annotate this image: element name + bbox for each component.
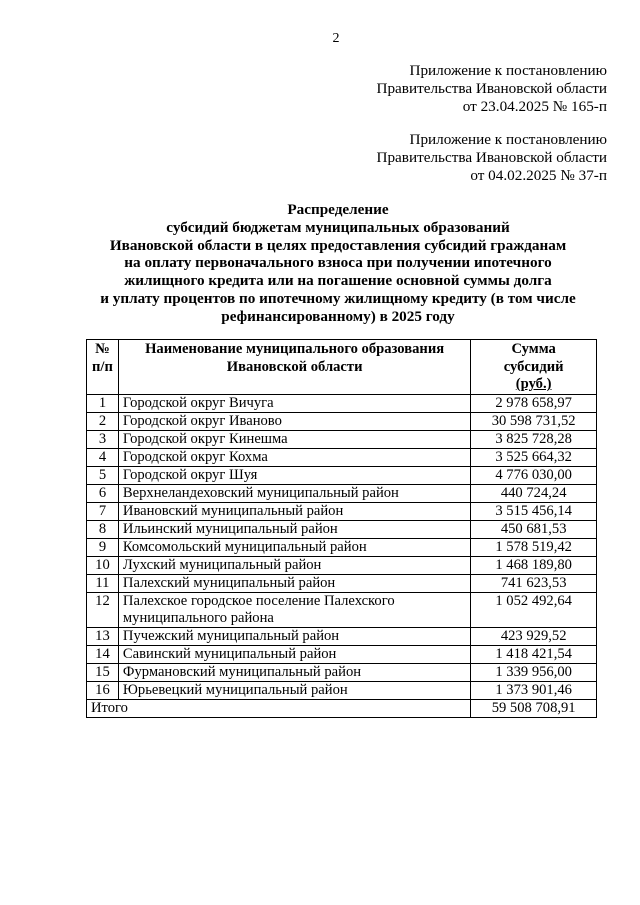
title-line: Распределение <box>287 201 389 218</box>
appendix-current-line-3: от 23.04.2025 № 165-п <box>462 98 607 115</box>
table-total-row <box>87 699 597 717</box>
header-municipality-name <box>118 340 470 395</box>
row-number: 4 <box>87 448 119 466</box>
appendix-original-line-1: Приложение к постановлению <box>409 131 607 148</box>
row-municipality-name: Ильинский муниципальный район <box>118 520 470 538</box>
title-line: на оплату первоначального взноса при получении ипотечного <box>124 254 552 272</box>
row-number: 6 <box>87 484 119 502</box>
total-sum: 59 508 708,91 <box>471 699 597 717</box>
appendix-original-line-3: от 04.02.2025 № 37-п <box>470 167 607 184</box>
table-row <box>87 430 597 448</box>
row-subsidy-sum: 3 515 456,14 <box>471 502 597 520</box>
row-number: 14 <box>87 645 119 663</box>
row-number: 8 <box>87 520 119 538</box>
row-number: 1 <box>87 394 119 412</box>
table-row <box>87 394 597 412</box>
row-subsidy-sum: 3 525 664,32 <box>471 448 597 466</box>
title-line: субсидий бюджетам муниципальных образований <box>166 218 510 236</box>
row-subsidy-sum: 440 724,24 <box>471 484 597 502</box>
row-municipality-name: Городской округ Шуя <box>118 466 470 484</box>
table-row <box>87 663 597 681</box>
document-title <box>70 201 606 326</box>
row-municipality-name: Фурмановский муниципальный район <box>118 663 470 681</box>
row-number: 7 <box>87 502 119 520</box>
header-number <box>87 340 119 395</box>
row-subsidy-sum: 1 418 421,54 <box>471 645 597 663</box>
table-row <box>87 681 597 699</box>
table-row <box>87 466 597 484</box>
table-row <box>87 574 597 592</box>
table-row <box>87 484 597 502</box>
row-subsidy-sum: 1 052 492,64 <box>471 592 597 627</box>
row-subsidy-sum: 1 468 189,80 <box>471 556 597 574</box>
row-municipality-name: Городской округ Иваново <box>118 412 470 430</box>
total-label: Итого <box>87 699 471 717</box>
header-subsidy-sum <box>471 340 597 395</box>
header-sum-line: (руб.) <box>515 376 552 392</box>
row-subsidy-sum: 3 825 728,28 <box>471 430 597 448</box>
row-municipality-name: Городской округ Кохма <box>118 448 470 466</box>
header-name-line: Наименование муниципального образования <box>145 341 445 357</box>
row-subsidy-sum: 1 339 956,00 <box>471 663 597 681</box>
row-subsidy-sum: 423 929,52 <box>471 627 597 645</box>
row-municipality-name: Городской округ Вичуга <box>118 394 470 412</box>
title-line: рефинансированному) в 2025 году <box>221 307 455 325</box>
row-municipality-name: Пучежский муниципальный район <box>118 627 470 645</box>
header-name-line: Ивановской области <box>226 358 363 375</box>
title-line: и уплату процентов по ипотечному жилищному кредиту (в том числе <box>100 289 576 307</box>
appendix-original-line-2: Правительства Ивановской области <box>376 149 607 166</box>
row-number: 13 <box>87 627 119 645</box>
header-sum-line: субсидий <box>503 358 564 375</box>
table-row <box>87 520 597 538</box>
row-number: 16 <box>87 681 119 699</box>
row-municipality-name-line: Палехское городское поселение Палехского <box>122 592 395 609</box>
row-subsidy-sum: 741 623,53 <box>471 574 597 592</box>
appendix-current-reference <box>377 62 608 116</box>
appendix-original-reference <box>377 131 608 185</box>
header-number-line: № <box>95 341 110 357</box>
row-number: 12 <box>87 592 119 627</box>
row-municipality-name: Палехский муниципальный район <box>118 574 470 592</box>
table-row <box>87 448 597 466</box>
table-row <box>87 556 597 574</box>
title-line: Ивановской области в целях предоставления субсидий гражданам <box>109 236 567 254</box>
table-header-row <box>87 340 597 395</box>
header-sum-line: Сумма <box>511 341 556 357</box>
row-municipality-name-line: муниципального района <box>122 609 274 626</box>
appendix-current-line-1: Приложение к постановлению <box>409 62 607 79</box>
subsidy-distribution-table <box>86 339 597 718</box>
row-municipality-name: Верхнеландеховский муниципальный район <box>118 484 470 502</box>
table-row <box>87 412 597 430</box>
row-subsidy-sum: 450 681,53 <box>471 520 597 538</box>
row-number: 10 <box>87 556 119 574</box>
row-number: 15 <box>87 663 119 681</box>
row-number: 11 <box>87 574 119 592</box>
row-number: 2 <box>87 412 119 430</box>
row-subsidy-sum: 2 978 658,97 <box>471 394 597 412</box>
row-municipality-name: Ивановский муниципальный район <box>118 502 470 520</box>
row-subsidy-sum: 1 578 519,42 <box>471 538 597 556</box>
page-number: 2 <box>332 31 340 46</box>
header-number-line: п/п <box>92 358 113 375</box>
table-row <box>87 645 597 663</box>
row-municipality-name: Савинский муниципальный район <box>118 645 470 663</box>
row-municipality-name <box>118 592 470 627</box>
row-subsidy-sum: 1 373 901,46 <box>471 681 597 699</box>
row-subsidy-sum: 4 776 030,00 <box>471 466 597 484</box>
row-municipality-name: Комсомольский муниципальный район <box>118 538 470 556</box>
row-number: 5 <box>87 466 119 484</box>
table-row <box>87 502 597 520</box>
table-row <box>87 627 597 645</box>
table-row <box>87 538 597 556</box>
row-number: 3 <box>87 430 119 448</box>
row-municipality-name: Юрьевецкий муниципальный район <box>118 681 470 699</box>
appendix-current-line-2: Правительства Ивановской области <box>376 80 607 97</box>
title-line: жилищного кредита или на погашение основной суммы долга <box>124 272 552 290</box>
row-municipality-name: Лухский муниципальный район <box>118 556 470 574</box>
row-subsidy-sum: 30 598 731,52 <box>471 412 597 430</box>
row-number: 9 <box>87 538 119 556</box>
table-row <box>87 592 597 627</box>
row-municipality-name: Городской округ Кинешма <box>118 430 470 448</box>
table-body <box>87 394 597 717</box>
